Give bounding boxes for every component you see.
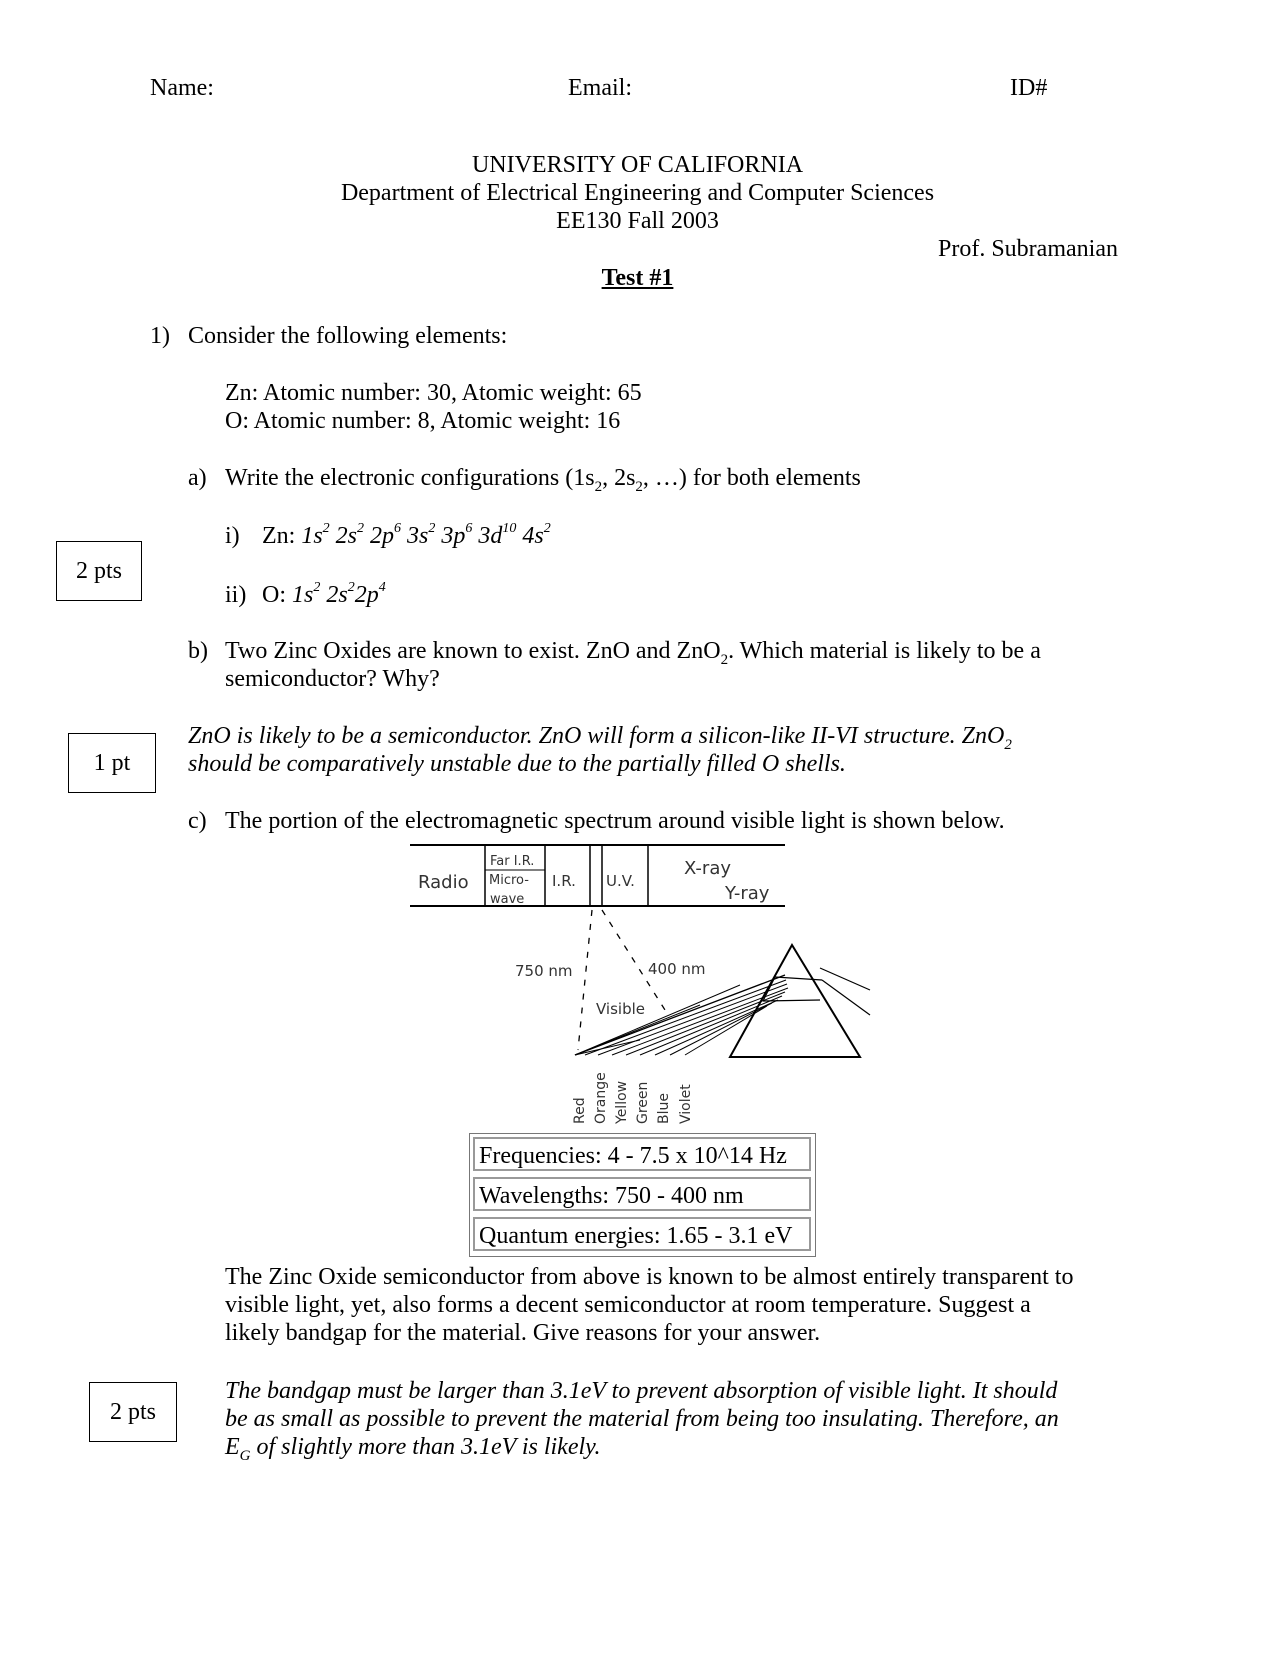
spectrum-wave: wave [490,892,525,907]
part-b-label: b) [188,638,208,664]
part-a-ii-label: ii) [225,582,247,608]
part-c-answer-line3: $E_G$ of slightly more than 3.1eV is likely. [225,1434,601,1464]
spectrum-uv: U.V. [606,872,635,890]
spectrum-gamma: Y-ray [725,883,770,904]
part-c-para-line2: visible light, yet, also forms a decent semiconductor at room temperature. Suggest a [225,1292,1031,1318]
spectrum-far-ir: Far I.R. [490,854,535,869]
o-info: O: Atomic number: 8, Atomic weight: 16 [225,408,621,434]
points-box-b: 1 pt [68,733,156,793]
points-box-c: 2 pts [89,1382,177,1442]
zn-info: Zn: Atomic number: 30, Atomic weight: 65 [225,380,642,406]
color-violet: Violet [678,1084,694,1124]
color-orange: Orange [593,1072,609,1124]
name-label: Name: [150,75,214,101]
professor-name: Prof. Subramanian [938,236,1118,262]
part-a-prompt: Write the electronic configurations ($1s_2$, $2s_2$, …) for both elements [225,465,861,495]
part-c-prompt: The portion of the electromagnetic spectrum around visible light is shown below. [225,808,1005,834]
part-b-answer-line2: should be comparatively unstable due to the partially filled O shells. [188,751,846,777]
spectrum-xray: X-ray [684,858,732,879]
spectrum-400nm: 400 nm [648,960,706,978]
part-b-prompt-line1: Two Zinc Oxides are known to exist. ZnO and ZnO$_2$. Which material is likely to be a [225,638,1041,668]
spectrum-visible: Visible [596,1000,645,1018]
color-red: Red [572,1097,588,1124]
part-a-i-label: i) [225,523,240,549]
course-heading: EE130 Fall 2003 [556,208,719,234]
email-label: Email: [568,75,632,101]
part-c-para-line1: The Zinc Oxide semiconductor from above is known to be almost entirely transparent to [225,1264,1074,1290]
table-row-wavelengths: Wavelengths: 750 - 400 nm [473,1177,811,1211]
points-box-a: 2 pts [56,541,142,601]
university-heading: UNIVERSITY OF CALIFORNIA [471,152,804,178]
q1-number: 1) [150,323,170,349]
table-row-energies: Quantum energies: 1.65 - 3.1 eV [473,1217,811,1251]
color-green: Green [635,1081,651,1124]
id-label: ID# [1010,75,1048,101]
zn-config: Zn: $1s^2$ $2s^2$ $2p^6$ $3s^2$ $3p^6$ $3d^{10}$ $4s^2$ [262,521,551,549]
part-c-para-line3: likely bandgap for the material. Give reasons for your answer. [225,1320,821,1346]
part-b-answer-line1: ZnO is likely to be a semiconductor. ZnO will form a silicon-like II-VI structure. ZnO$_2$ [188,723,1012,753]
part-b-prompt-line2: semiconductor? Why? [225,666,440,692]
spectrum-radio: Radio [418,872,469,893]
part-c-answer-line2: be as small as possible to prevent the material from being too insulating. Therefore, an [225,1406,1059,1432]
part-a-label: a) [188,465,207,491]
part-c-answer-line1: The bandgap must be larger than 3.1eV to prevent absorption of visible light. It should [225,1378,1058,1404]
color-blue: Blue [656,1093,672,1124]
department-heading: Department of Electrical Engineering and Computer Sciences [340,180,935,206]
color-yellow: Yellow [614,1080,630,1124]
q1-prompt: Consider the following elements: [188,323,508,349]
test-title: Test #1 [601,265,674,291]
part-c-label: c) [188,808,207,834]
o-config: O: $1s^2$ $2s^22p^4$ [262,580,386,608]
spectrum-ir: I.R. [552,872,576,890]
spectrum-750nm: 750 nm [515,962,573,980]
spectrum-micro: Micro- [489,873,529,888]
table-row-frequencies: Frequencies: 4 - 7.5 x 10^14 Hz [473,1137,811,1171]
